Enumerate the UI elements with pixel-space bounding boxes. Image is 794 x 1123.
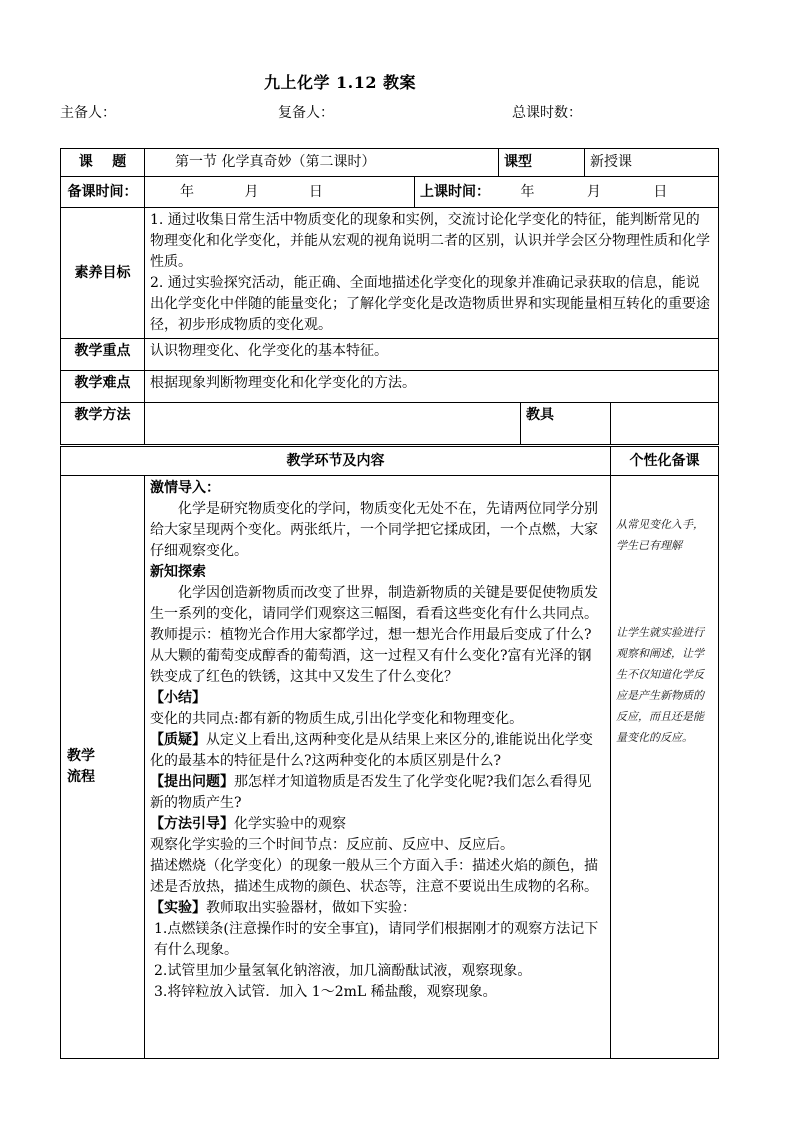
prep-time-value [145,177,415,208]
intro-heading: 激情导入： [150,480,220,496]
experiment-text: 教师取出实验器材，做如下实验： [206,900,416,916]
difficult-points-label: 教学难点 [61,371,145,403]
summary-heading: 【小结】 [150,690,206,706]
teacher-hint: 教师提示：植物光合作用大家都学过，想一想光合作用最后变成了什么?从大颗的葡萄变成醇香的葡萄酒，这一过程又有什么变化?富有光泽的钢铁变成了红色的铁锈，这其中又发生了什么变化？ [150,627,592,685]
topic-label: 课 题 [61,149,145,177]
method-value [145,403,521,446]
key-points-label: 教学重点 [61,339,145,371]
personal-note-2: 让学生就实验进行观察和阐述，让学生不仅知道化学反应是产生新物质的反应，而且还是能量变化的反应。 [616,626,705,744]
goals-row [61,208,719,339]
lesson-type-value: 新授课 [585,149,719,177]
ask-text: 那怎样才知道物质是否发生了化学变化呢?我们怎么看得见新的物质产生? [150,774,592,811]
goal-paragraph-2: 2. 通过实验探究活动，能正确、全面地描述化学变化的现象并准确记录获取的信息，能说出化学变化中伴随的能量变化；了解化学变化是改造物质世界和实现能量相互转化的重要途径，初步形成物质的变化观。 [150,275,710,333]
topic-value: 第一节 化学真奇妙（第二课时） [145,149,499,177]
prep-year: 年 [180,183,194,200]
class-year: 年 [520,183,535,200]
difficult-points-row [61,371,719,403]
personal-note-1: 从常见变化入手，学生已有理解 [616,518,705,552]
method-guide-heading: 【方法引导】 [150,816,234,832]
goal-paragraph-1: 1. 通过收集日常生活中物质变化的现象和实例，交流讨论化学变化的特征，能判断常见的物理变化和化学变化，并能从宏观的视角说明二者的区别，认识并学会区分物理性质和化学性质。 [150,212,710,270]
question-paragraph [150,730,605,772]
goals-label: 素养目标 [61,208,145,339]
flow-content [145,476,611,1059]
intro-text: 化学是研究物质变化的学问，物质变化无处不在，先请两位同学分别给大家呈现两个变化。两张纸片，一个同学把它揉成团，一个点燃，大家仔细观察变化。 [150,501,598,559]
topic-row [61,149,719,177]
experiment-step-3: 3.将锌粒放入试管．加入 1～2mL 稀盐酸，观察现象。 [154,984,497,1000]
method-row [61,403,719,446]
experiment-paragraph [150,898,605,919]
second-preparer-label: 复备人： [278,105,334,121]
describe-text: 描述燃烧（化学变化）的现象一般从三个方面入手：描述火焰的颜色，描述是否放热，描述生成物的颜色、状态等，注意不要说出生成物的名称。 [150,858,598,895]
explore-heading: 新知探索 [150,564,206,580]
prep-month: 月 [244,183,259,200]
class-time-cell [415,177,719,208]
experiment-heading: 【实验】 [150,900,206,916]
ask-heading: 【提出问题】 [150,774,234,790]
class-month: 月 [586,183,601,200]
experiment-step-2: 2.试管里加少量氢氧化钠溶液，加几滴酚酞试液，观察现象。 [154,963,532,979]
main-preparer-label: 主备人： [60,105,116,121]
prep-day: 日 [308,183,323,200]
preparers-row [0,102,794,122]
experiment-step-1: 1.点燃镁条(注意操作时的安全事宜)，请同学们根据刚才的观察方法记下有什么现象。 [154,921,599,958]
page-title: 九上化学 1.12 教案 [263,73,417,92]
tools-label: 教具 [521,403,611,446]
time-row [61,177,719,208]
key-points-row [61,339,719,371]
total-hours-label: 总课时数： [512,105,582,121]
flow-header-row [61,446,719,476]
flow-label: 教学 流程 [61,476,145,1059]
lesson-type-label: 课型 [499,149,585,177]
method-label: 教学方法 [61,403,145,446]
personal-header: 个性化备课 [611,446,719,476]
explore-text: 化学因创造新物质而改变了世界，制造新物质的关键是要促使物质发生一系列的变化，请同学们观察这三幅图，看看这些变化有什么共同点。 [150,585,598,622]
question-text: 从定义上看出,这两种变化是从结果上来区分的,谁能说出化学变化的最基本的特征是什么?这两种变化的本质区别是什么? [150,732,593,769]
lesson-plan-table [60,148,719,1059]
class-time-label: 上课时间： [420,183,490,200]
summary-text: 变化的共同点:都有新的物质生成,引出化学变化和物理变化。 [150,711,524,727]
ask-paragraph [150,772,605,814]
class-day: 日 [653,183,668,200]
flow-row [61,476,719,1059]
prep-time-label: 备课时间： [61,177,145,208]
personal-notes [611,476,719,1059]
method-guide-paragraph [150,814,605,835]
tools-value [611,403,719,446]
key-points-value: 认识物理变化、化学变化的基本特征。 [145,339,719,371]
difficult-points-value: 根据现象判断物理变化和化学变化的方法。 [145,371,719,403]
content-header: 教学环节及内容 [61,446,611,476]
observe-text: 观察化学实验的三个时间节点：反应前、反应中、反应后。 [150,837,514,853]
question-heading: 【质疑】 [150,732,206,748]
method-guide-text: 化学实验中的观察 [234,816,346,832]
goals-content [145,208,719,339]
